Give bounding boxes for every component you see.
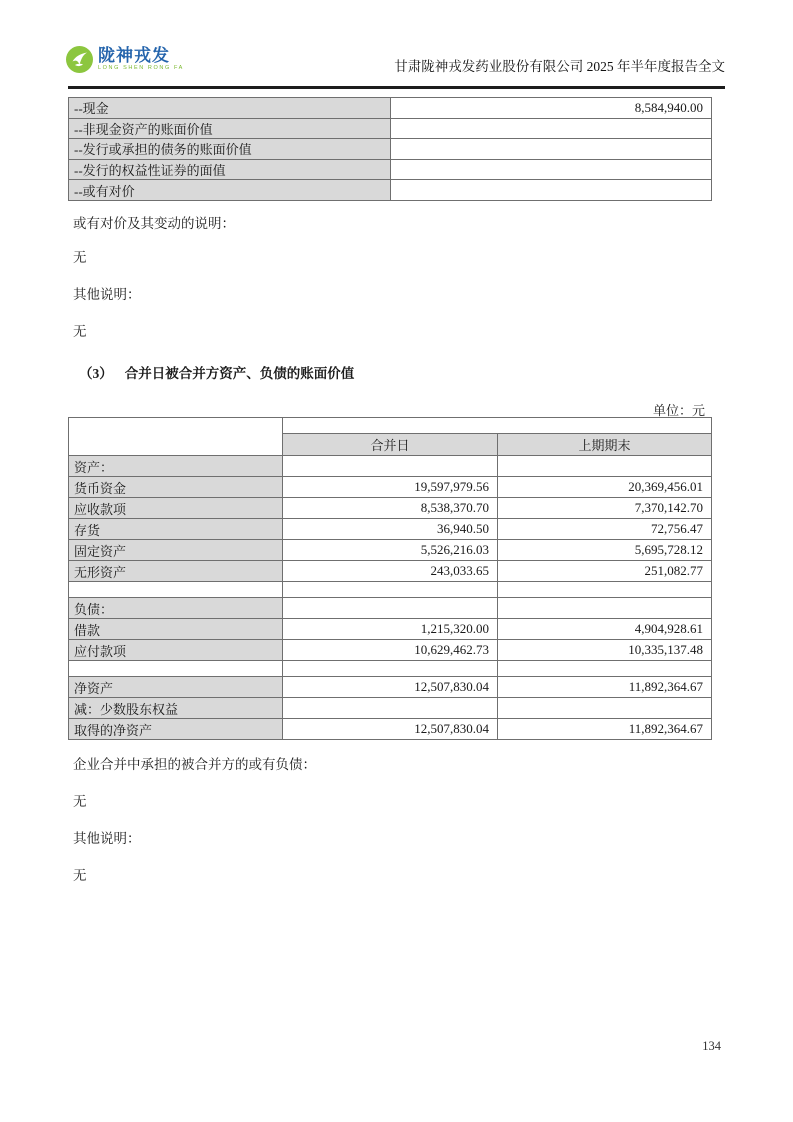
bird-in-circle-icon	[66, 46, 93, 73]
table-row	[69, 619, 712, 640]
header-row-top	[69, 418, 712, 434]
note-label: 其他说明：	[73, 287, 141, 302]
company-logo	[66, 46, 184, 73]
value-cell	[498, 698, 712, 719]
table-row	[69, 677, 712, 698]
value-cell: 5,695,728.12	[498, 540, 712, 561]
value-cell	[498, 598, 712, 619]
empty-cell	[69, 661, 283, 677]
empty-cell	[498, 661, 712, 677]
header-empty-cell	[283, 418, 712, 434]
table-row	[69, 118, 712, 139]
value-cell: 20,369,456.01	[498, 477, 712, 498]
value-cell: 10,335,137.48	[498, 640, 712, 661]
row-label-cell: 资产：	[69, 456, 283, 477]
section-title: 合并日被合并方资产、负债的账面价值	[124, 366, 355, 381]
row-label-cell: 取得的净资产	[69, 719, 283, 740]
table-row	[69, 180, 712, 201]
value-cell: 72,756.47	[498, 519, 712, 540]
table-row	[69, 540, 712, 561]
note-value: 无	[73, 794, 87, 809]
report-title: 甘肃陇神戎发药业股份有限公司 2025 年半年度报告全文	[394, 59, 725, 74]
brand-text	[98, 47, 184, 72]
table-row	[69, 698, 712, 719]
table-row	[69, 561, 712, 582]
table-row	[69, 139, 712, 160]
value-cell: 11,892,364.67	[498, 719, 712, 740]
value-cell	[391, 159, 712, 180]
row-label-cell: 应付款项	[69, 640, 283, 661]
value-cell: 8,538,370.70	[283, 498, 498, 519]
row-label-cell: 存货	[69, 519, 283, 540]
table-row	[69, 640, 712, 661]
table-row	[69, 456, 712, 477]
value-cell: 251,082.77	[498, 561, 712, 582]
brand-name-en: LONG SHEN RONG FA	[98, 65, 184, 72]
value-cell: 243,033.65	[283, 561, 498, 582]
table-row	[69, 477, 712, 498]
row-label-cell: --非现金资产的账面价值	[69, 118, 391, 139]
note-value: 无	[73, 868, 87, 883]
column-header-merge-date: 合并日	[283, 434, 498, 456]
spacer-row	[69, 582, 712, 598]
note-label: 企业合并中承担的被合并方的或有负债：	[73, 757, 316, 772]
note-value: 无	[73, 324, 87, 339]
column-header-prior-period: 上期期末	[498, 434, 712, 456]
unit-label: 单位：元	[652, 403, 705, 418]
row-label-cell: 负债：	[69, 598, 283, 619]
value-cell: 12,507,830.04	[283, 677, 498, 698]
spacer-row	[69, 661, 712, 677]
value-cell	[391, 139, 712, 160]
empty-cell	[69, 582, 283, 598]
row-label-cell: 借款	[69, 619, 283, 640]
value-cell	[283, 698, 498, 719]
value-cell: 19,597,979.56	[283, 477, 498, 498]
value-cell: 7,370,142.70	[498, 498, 712, 519]
empty-cell	[283, 661, 498, 677]
page-number: 134	[702, 1039, 721, 1053]
value-cell: 1,215,320.00	[283, 619, 498, 640]
section-heading	[79, 362, 354, 382]
table-row	[69, 598, 712, 619]
row-label-cell: --发行的权益性证券的面值	[69, 159, 391, 180]
row-label-cell: 无形资产	[69, 561, 283, 582]
note-label: 或有对价及其变动的说明：	[73, 216, 235, 231]
row-label-cell: 净资产	[69, 677, 283, 698]
table-row	[69, 519, 712, 540]
row-label-cell: --现金	[69, 98, 391, 119]
value-cell: 8,584,940.00	[391, 98, 712, 119]
header-rule	[68, 86, 725, 89]
row-label-cell: --或有对价	[69, 180, 391, 201]
note-label: 其他说明：	[73, 831, 141, 846]
book-value-table	[68, 417, 712, 740]
section-number: （3）	[79, 366, 113, 381]
row-label-cell: 应收款项	[69, 498, 283, 519]
brand-name-cn: 陇神戎发	[98, 46, 170, 66]
empty-cell	[498, 582, 712, 598]
table-row	[69, 159, 712, 180]
empty-cell	[283, 582, 498, 598]
value-cell: 4,904,928.61	[498, 619, 712, 640]
table-row	[69, 98, 712, 119]
value-cell: 10,629,462.73	[283, 640, 498, 661]
value-cell: 11,892,364.67	[498, 677, 712, 698]
value-cell: 12,507,830.04	[283, 719, 498, 740]
value-cell	[283, 456, 498, 477]
value-cell: 36,940.50	[283, 519, 498, 540]
table-row	[69, 719, 712, 740]
value-cell	[391, 180, 712, 201]
note-value: 无	[73, 250, 87, 265]
row-label-cell: 固定资产	[69, 540, 283, 561]
header-corner-cell	[69, 418, 283, 456]
row-label-cell: --发行或承担的债务的账面价值	[69, 139, 391, 160]
row-label-cell: 货币资金	[69, 477, 283, 498]
value-cell	[498, 456, 712, 477]
consideration-table	[68, 97, 712, 201]
table-row	[69, 498, 712, 519]
row-label-cell: 减：少数股东权益	[69, 698, 283, 719]
value-cell: 5,526,216.03	[283, 540, 498, 561]
value-cell	[391, 118, 712, 139]
value-cell	[283, 598, 498, 619]
